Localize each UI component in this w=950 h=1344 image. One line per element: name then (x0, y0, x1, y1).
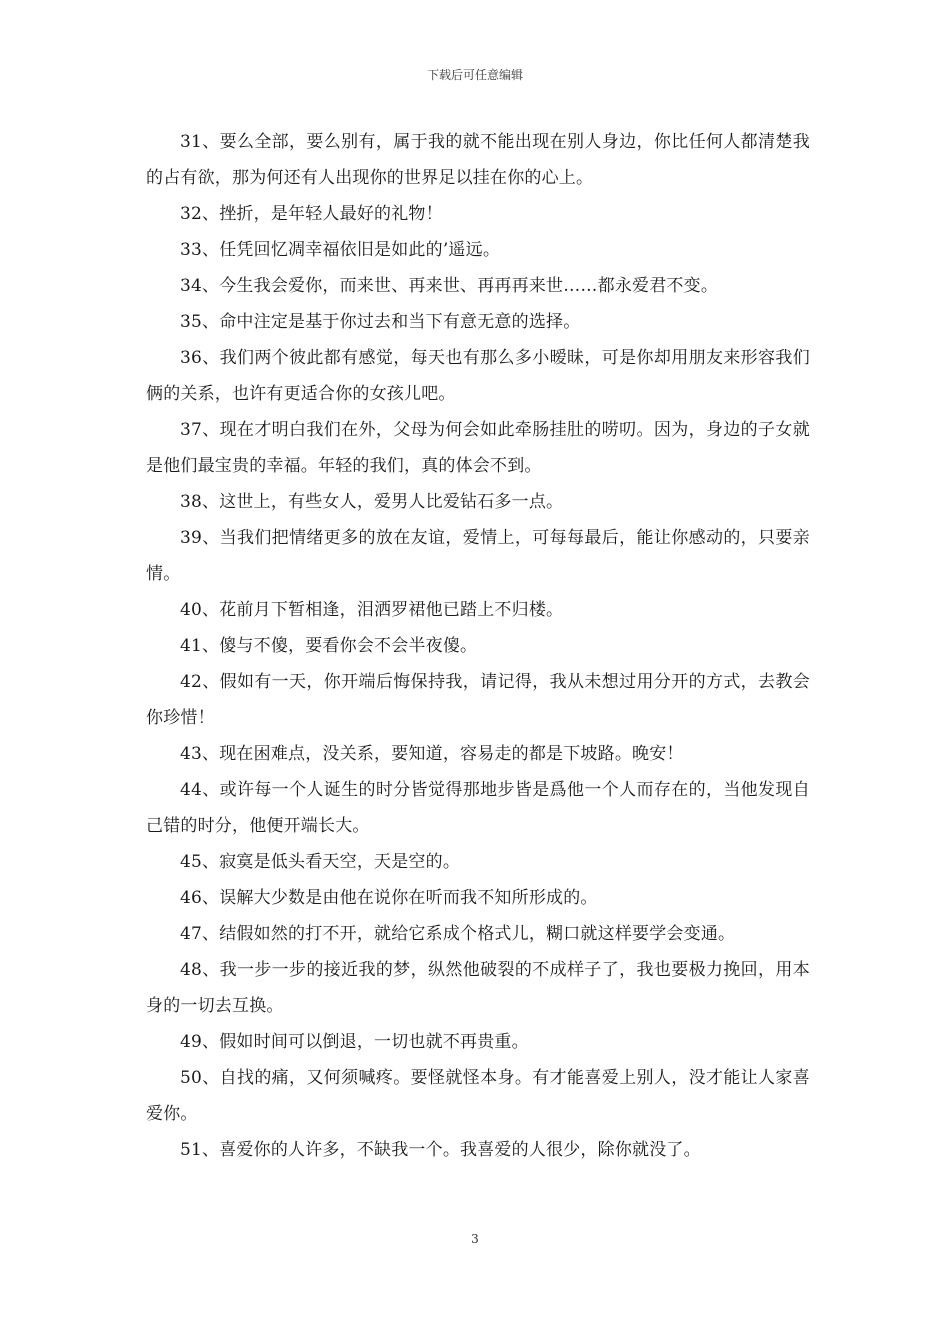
page-number: 3 (471, 1232, 479, 1246)
paragraph-37: 37、现在才明白我们在外，父母为何会如此牵肠挂肚的唠叨。因为，身边的子女就是他们最宝贵的幸福。年轻的我们，真的体会不到。 (146, 420, 810, 476)
paragraph-42: 42、假如有一天，你开端后悔保持我，请记得，我从未想过用分开的方式，去教会你珍惜！ (146, 672, 810, 728)
document-body (146, 124, 810, 1168)
paragraph-49: 49、假如时间可以倒退，一切也就不再贵重。 (180, 1032, 529, 1052)
paragraph-31: 31、要么全部，要么别有，属于我的就不能出现在别人身边，你比任何人都清楚我的占有欲，那为何还有人出现你的世界足以挂在你的心上。 (146, 132, 810, 188)
paragraph-46: 46、误解大少数是由他在说你在听而我不知所形成的。 (180, 888, 598, 908)
paragraph-33: 33、任凭回忆凋幸福依旧是如此的’遥远。 (180, 240, 501, 260)
paragraph-36: 36、我们两个彼此都有感觉，每天也有那么多小暧昧，可是你却用朋友来形容我们俩的关系，也许有更适合你的女孩儿吧。 (146, 348, 810, 404)
paragraph-38: 38、这世上，有些女人，爱男人比爱钻石多一点。 (180, 492, 564, 512)
paragraph-50: 50、自找的痛，又何须喊疼。要怪就怪本身。有才能喜爱上别人，没才能让人家喜爱你。 (146, 1068, 810, 1124)
paragraph-40: 40、花前月下暂相逢，泪洒罗裙他已踏上不归楼。 (180, 600, 564, 620)
paragraph-44: 44、或许每一个人诞生的时分皆觉得那地步皆是爲他一个人而存在的，当他发现自己错的时分，他便开端长大。 (146, 780, 810, 836)
page-header: 下载后可任意编辑 (426, 68, 523, 82)
paragraph-34: 34、今生我会爱你，而来世、再来世、再再再来世……都永爱君不变。 (180, 276, 719, 296)
paragraph-47: 47、结假如然的打不开，就给它系成个格式儿，糊口就这样要学会变通。 (180, 924, 736, 944)
paragraph-51: 51、喜爱你的人许多，不缺我一个。我喜爱的人很少，除你就没了。 (180, 1140, 701, 1160)
paragraph-45: 45、寂寞是低头看天空，天是空的。 (180, 852, 461, 872)
paragraph-35: 35、命中注定是基于你过去和当下有意无意的选择。 (180, 312, 581, 332)
paragraph-41: 41、傻与不傻，要看你会不会半夜傻。 (180, 636, 478, 656)
paragraph-48: 48、我一步一步的接近我的梦，纵然他破裂的不成样子了，我也要极力挽回，用本身的一切去互换。 (146, 960, 810, 1016)
paragraph-39: 39、当我们把情绪更多的放在友谊，爱情上，可每每最后，能让你感动的，只要亲情。 (146, 528, 810, 584)
paragraph-32: 32、挫折，是年轻人最好的礼物！ (180, 204, 443, 224)
paragraph-43: 43、现在困难点，没关系，要知道，容易走的都是下坡路。晚安！ (180, 744, 684, 764)
